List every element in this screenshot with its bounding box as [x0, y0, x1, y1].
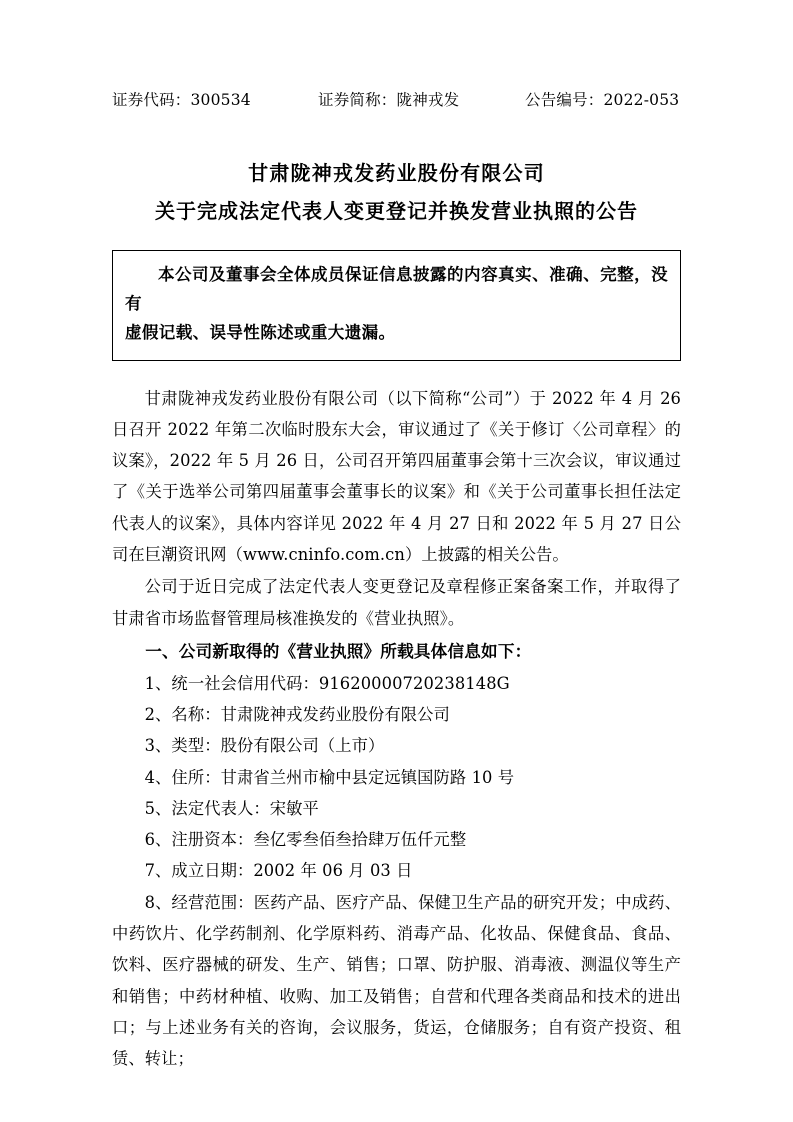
company-name-title: 甘肃陇神戎发药业股份有限公司: [248, 161, 545, 185]
list-item: 2、名称：甘肃陇神戎发药业股份有限公司: [144, 705, 450, 725]
disclaimer-line-1: 本公司及董事会全体成员保证信息披露的内容真实、准确、完整，没有: [125, 265, 668, 313]
security-code: 证券代码：300534: [112, 91, 251, 109]
list-item: 5、法定代表人：宋敏平: [144, 798, 319, 818]
list-item: 1、统一社会信用代码：91620000720238148G: [144, 673, 510, 693]
body-paragraph-2: 公司于近日完成了法定代表人变更登记及章程修正案备案工作，并取得了甘肃省市场监督管理局核准换发的《营业执照》。: [112, 577, 681, 628]
list-item: 3、类型：股份有限公司（上市）: [144, 736, 385, 756]
document-title: 关于完成法定代表人变更登记并换发营业执照的公告: [155, 199, 638, 223]
document-header: [112, 88, 681, 110]
disclaimer-line-2: 虚假记载、误导性陈述或重大遗漏。: [125, 322, 396, 342]
list-item: 4、住所：甘肃省兰州市榆中县定远镇国防路 10 号: [144, 767, 515, 787]
list-item: 6、注册资本：叁亿零叁佰叁拾肆万伍仟元整: [144, 830, 467, 850]
disclaimer-box: [112, 250, 681, 361]
security-abbreviation: 证券简称：陇神戎发: [318, 91, 460, 109]
body-paragraph-1: 甘肃陇神戎发药业股份有限公司（以下简称“公司”）于 2022 年 4 月 26 日召开 2022 年第二次临时股东大会，审议通过了《关于修订〈公司章程〉的议案》，2022 年 5 月 26 日，公司召开第四届董事会第十三次会议，审议通过了《关于选举公司第四届董事会董事长的议案》和《关于公司董事长担任法定代表人的议案》，具体内容详见 2022 年 4 月 27 日和 2022 年 5 月 27 日公司在巨潮资讯网（www.cninfo.com.cn）上披露的相关公告。: [112, 388, 681, 565]
list-item: 7、成立日期：2002 年 06 月 03 日: [144, 861, 413, 881]
notice-number: 公告编号：2022-053: [525, 91, 680, 109]
list-item: 8、经营范围：医药产品、医疗产品、保健卫生产品的研究开发；中成药、中药饮片、化学药制剂、化学原料药、消毒产品、化妆品、保健食品、食品、饮料、医疗器械的研发、生产、销售；口罩、防护服、消毒液、测温仪等生产和销售；中药材种植、收购、加工及销售；自营和代理各类商品和技术的进出口；与上述业务有关的咨询，会议服务，货运，仓储服务；自有资产投资、租赁、转让；: [112, 892, 681, 1069]
section-heading-1: 一、公司新取得的《营业执照》所载具体信息如下：: [145, 640, 532, 661]
